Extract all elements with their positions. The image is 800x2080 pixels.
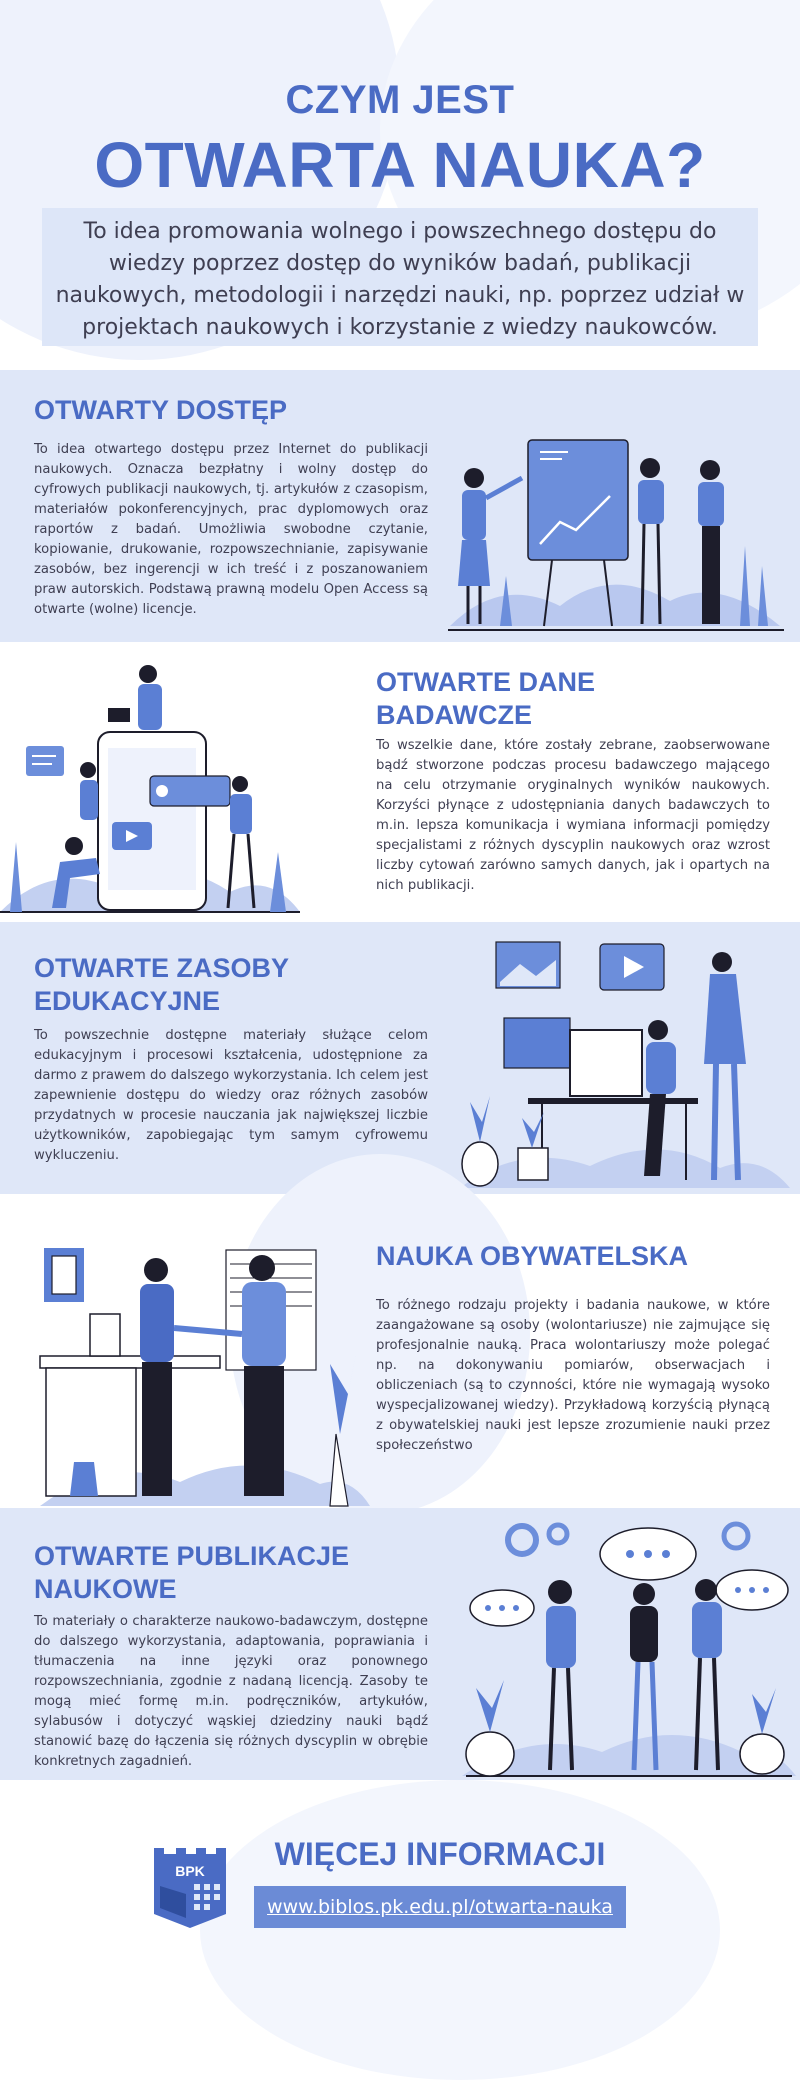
section-open-educational-resources [0, 922, 800, 1194]
section-title: OTWARTE PUBLIKACJE NAUKOWE [34, 1541, 350, 1604]
section-title: OTWARTE ZASOBY EDUKACYJNE [34, 953, 289, 1016]
section-title: OTWARTE DANE BADAWCZE [376, 667, 595, 730]
section-title: OTWARTY DOSTĘP [34, 395, 288, 425]
section-text: To materiały o charakterze naukowo-badawczym, dostępne do dalszego wykorzystania, adaptowania, poprawiania i tłumaczenia na inne języki oraz ponownego rozpowszechniania, zgodnie z nadaną licencją. Zasoby te mogą mieć formę m.in. podręczników, artykułów, sylabusów i dotyczyć wąskiej dziedziny nauki bądź stanowić bazę do łączenia się różnych dyscyplin w obrębie konkretnych zagadnień. [34, 1614, 428, 1769]
svg-text:BPK: BPK [175, 1863, 205, 1879]
section-text: To różnego rodzaju projekty i badania naukowe, w które zaangażowane są osoby (wolontariusze) nie zajmujące się profesjonalnie nauką. Praca wolontariuszy może polegać np. na dokonywaniu pomiarów, obserwacjach i obliczeniach (są to czynności, które nie wymagają wysoko wyspecjalizowanej wiedzy). Przykładową korzyścią płynącą z obywatelskiej nauki jest lepsze zrozumienie nauki przez społeczeństwo [376, 1298, 770, 1453]
footer-title: WIĘCEJ INFORMACJI [274, 1836, 606, 1872]
title-line-1: CZYM JEST [285, 78, 515, 122]
presentation-illustration [440, 426, 790, 638]
section-open-publications [0, 1508, 800, 1780]
e-learning-illustration [460, 932, 790, 1190]
discussion-illustration [462, 1508, 796, 1778]
section-open-access [0, 370, 800, 642]
section-title: NAUKA OBYWATELSKA [376, 1241, 688, 1271]
section-text: To wszelkie dane, które zostały zebrane, zaobserwowane bądź stworzone podczas procesu badawczego mającego na celu otrzymanie oryginalnych wyników naukowych. Korzyści płynące z udostępniania danych badawczych to m.in. lepsza komunikacja i wymiana informacji pomiędzy specjalistami z różnych dyscyplin naukowych oraz wzrost liczby cytowań zarówno samych danych, jak i opartych na nich publikacji. [376, 738, 770, 893]
library-logo-icon [148, 1842, 232, 1930]
handshake-illustration [30, 1224, 380, 1508]
mobile-app-illustration [0, 652, 310, 917]
title-line-2: OTWARTA NAUKA? [94, 129, 706, 201]
section-text: To idea otwartego dostępu przez Internet do publikacji naukowych. Oznacza bezpłatny i wolny dostęp do cyfrowych publikacji naukowych, tj. artykułów z czasopism, materiałów pokonferencyjnych, prac dyplomowych oraz raportów z badań. Umożliwia swobodne czytanie, kopiowanie, drukowanie, rozpowszechnianie, zapisywanie zasobów, bez ingerencji w ich treść i z poszanowaniem praw autorskich. Podstawą prawną modelu Open Access są otwarte (wolne) licencje. [34, 442, 428, 617]
background-blob [200, 1780, 720, 2080]
more-info-link[interactable]: www.biblos.pk.edu.pl/otwarta-nauka [254, 1886, 626, 1928]
section-open-data [0, 642, 800, 922]
section-text: To powszechnie dostępne materiały służące celom edukacyjnym i procesowi kształcenia, udostępnione za darmo z prawem do dalszego wykorzystania. Ich celem jest zapewnienie dostępu do wiedzy oraz różnych zasobów przydatnych w procesie nauczania jak największej liczbie użytkowników, zapobiegając tym samym cyfrowemu wykluczeniu. [34, 1028, 428, 1163]
section-citizen-science [0, 1194, 800, 1508]
intro-text: To idea promowania wolnego i powszechnego dostępu do wiedzy poprzez dostęp do wyników badań, publikacji naukowych, metodologii i narzędzi nauki, np. poprzez udział w projektach naukowych i korzystanie z wiedzy naukowców. [42, 208, 758, 346]
